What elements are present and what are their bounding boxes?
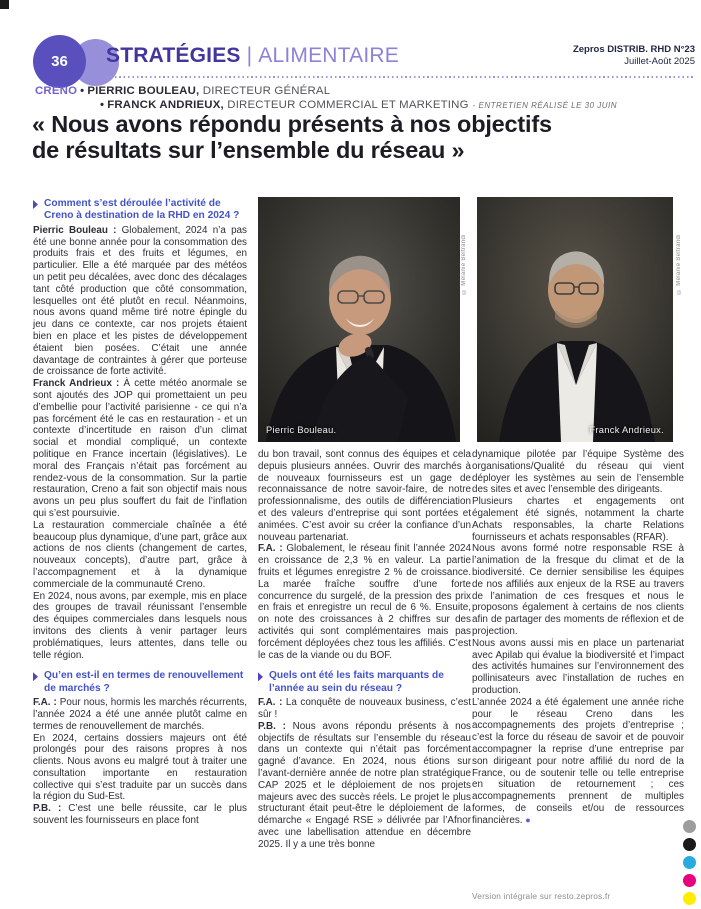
article-paragraph	[258, 721, 471, 851]
article-column-1	[33, 197, 247, 827]
section-name: STRATÉGIES	[106, 44, 241, 67]
speaker-lead: P.B. :	[258, 720, 286, 732]
speaker-lead: F.A. :	[258, 697, 283, 709]
section-subname: ALIMENTAIRE	[258, 44, 399, 67]
article-paragraph	[258, 697, 471, 721]
article-column-2	[258, 449, 471, 851]
registration-dot-gray	[683, 820, 696, 833]
article-paragraph	[258, 543, 471, 661]
article-paragraph	[33, 697, 247, 732]
paragraph-text: dynamique pilotée par l’équipe Système des organisations/Qualité du réseau qui vient déployer les systèmes au sein de l’ensemble des sites et avec l’ensemble des dirigeants.	[472, 449, 684, 496]
interview-question	[33, 670, 247, 695]
photo-credit: © Mélanie Beltrandi	[461, 234, 467, 294]
brand-name: CRENO	[35, 85, 78, 97]
question-bullet-icon	[258, 672, 263, 681]
print-registration-marks	[683, 820, 697, 909]
photo-caption: Franck Andrieux.	[589, 425, 664, 435]
photo-caption: Pierric Bouleau.	[266, 425, 337, 435]
registration-dot-magenta	[683, 874, 696, 887]
article-paragraph	[33, 520, 247, 591]
paragraph-text: En 2024, nous avons, par exemple, mis en place des groupes de travail réunissant l’ensemble des équipes commerciales dans lesquels nous invitons des clients à venir partager leurs problématiques, leurs attentes, dans telle ou telle région.	[33, 590, 247, 661]
interview-question	[33, 198, 247, 223]
interview-question	[258, 670, 471, 695]
paragraph-text: La restauration commerciale chaînée a été beaucoup plus dynamique, d’une part, grâce aux actions de nos clients (changement de cartes, nouveaux concepts), d’autre part, grâce à l’accompagnement et à la dynamique commerciale de la communauté Creno.	[33, 519, 247, 590]
article-paragraph	[33, 803, 247, 827]
paragraph-text: La conquête de nouveaux business, c’est sûr !	[258, 697, 471, 720]
paragraph-text: C’est une belle réussite, car le plus souvent les fournisseurs en place font	[33, 803, 247, 827]
registration-dot-black	[683, 838, 696, 851]
issue-date: Juillet-Août 2025	[624, 55, 695, 67]
headline-line-1: « Nous avons répondu présents à nos objectifs	[32, 111, 552, 137]
photo-credit: © Mélanie Beltrandi	[676, 234, 682, 294]
speaker-lead: F.A. :	[258, 543, 283, 555]
paragraph-text: Nous avons aussi mis en place un partenariat avec Apilab qui évalue la biodiversité et l’impact des activités humaines sur l’environnement des pollinisateurs avec l’installation de ruches en production.	[472, 637, 684, 696]
byline	[35, 85, 617, 113]
person2-name: FRANCK ANDRIEUX,	[107, 98, 224, 111]
person1-role: DIRECTEUR GÉNÉRAL	[202, 85, 331, 97]
portrait-illustration	[477, 197, 673, 442]
question-text: Comment s’est déroulée l’activité de Creno à destination de la RHD en 2024 ?	[44, 198, 240, 222]
question-bullet-icon	[33, 200, 38, 209]
paragraph-text: Nous avons formé notre responsable RSE à l’animation de la fresque du climat et de la biodiversité. Ce dernier sensibilise les équipes de nos affiliés aux enjeux de la RSE au travers de l’animation de ces fresques et nous le proposons également à certains de nos clients afin de partager des moments de réflexion et de projection.	[472, 543, 684, 637]
paragraph-text: Pour nous, hormis les marchés récurrents, l’année 2024 a été une année plutôt calme en termes de renouvellement de marchés.	[33, 697, 247, 732]
dotted-rule	[106, 76, 695, 78]
paragraph-text: En 2024, certains dossiers majeurs ont été prolongés pour des raisons propres à nos clients. Nous avons eu malgré tout à traiter une consultation importante en restauration collective qui s’est traduite par un succès dans la région du Sud-Est.	[33, 732, 247, 803]
portrait-photo-pierric-bouleau	[258, 197, 460, 442]
person2-role: DIRECTEUR COMMERCIAL ET MARKETING	[227, 98, 469, 111]
paragraph-text: Globalement, 2024 n’a pas été une bonne année pour la consommation des produits frais et des fruits et légumes, en particulier. Elle a été marquée par des météos un petit peu décalées, avec donc des décalages tant côté production que côté consommation, lesquelles ont été plutôt en recul. Néanmoins, nous avons quand même tiré notre épingle du jeu dans ce contexte, car nos projets étaient bien en place et les pistes de développement étaient bien posées. C’était une année davantage de contraintes à gérer que porteuse de croissance de forte activité.	[33, 224, 247, 378]
article-headline	[32, 111, 552, 163]
headline-line-2: de résultats sur l’ensemble du réseau »	[32, 137, 465, 163]
paragraph-text: Nous avons répondu présents à nos objectifs de résultats sur l’ensemble du réseau dans un contexte qui n’était pas forcément gagné d’avance. En 2024, nous étions sur l’avant-dernière année de notre plan stratégique CAP 2025 et le déploiement de nos projets majeurs avec des succès réels. Le projet le plus structurant était peut-être le déploiement de la démarche « Engagé RSE » délivrée par l’Afnor avec une labellisation attendue en décembre 2025. Il y a une très bonne	[258, 720, 471, 850]
issue-info	[573, 44, 695, 67]
paragraph-text: Plusieurs chartes et engagements ont également été signés, notamment la charte Achats responsables, la charte Relations fournisseurs et achats responsables (RFAR).	[472, 496, 684, 543]
registration-dot-cyan	[683, 856, 696, 869]
article-paragraph	[33, 733, 247, 804]
article-paragraph	[33, 225, 247, 378]
portrait-illustration	[258, 197, 460, 442]
section-title	[106, 44, 399, 68]
article-paragraph	[472, 638, 684, 697]
interview-note: - ENTRETIEN RÉALISÉ LE 30 JUIN	[472, 100, 618, 110]
byline-row-1	[35, 85, 617, 99]
article-paragraph	[33, 591, 247, 662]
speaker-lead: F.A. :	[33, 697, 57, 709]
article-end-mark: ●	[525, 814, 531, 825]
article-column-3	[472, 449, 684, 827]
speaker-lead: Pierric Bouleau :	[33, 224, 117, 236]
article-paragraph	[33, 378, 247, 520]
person1-name: PIERRIC BOULEAU,	[87, 85, 200, 97]
print-corner-mark	[0, 0, 9, 9]
article-paragraph	[472, 697, 684, 827]
issue-title: Zepros DISTRIB. RHD N°23	[572, 44, 695, 55]
question-text: Quels ont été les faits marquants de l’année au sein du réseau ?	[269, 670, 444, 694]
version-note: Version intégrale sur resto.zepros.fr	[472, 891, 611, 901]
article-paragraph	[258, 449, 471, 543]
paragraph-text: À cette météo anormale se sont ajoutés des JOP qui promettaient un peu d’embellie pour l’activité parisienne - ce qui n’a pas forcément été le cas en restauration - et un contexte d’incertitude en raison d’un climat social et mondial compliqué, un contexte politique en France incertain (législatives). Le moral des Français n’était pas forcément au rendez-vous de la consommation. Sur la partie restauration, Creno a fait son objectif mais nous avons un peu plus souffert du fait de l’inflation qui s’est poursuivie.	[33, 378, 248, 519]
registration-dot-yellow	[683, 892, 696, 905]
badge-front-circle	[33, 35, 86, 88]
byline-bullet: •	[100, 98, 105, 111]
portrait-photo-franck-andrieux	[477, 197, 673, 442]
question-bullet-icon	[33, 672, 38, 681]
speaker-lead: P.B. :	[33, 803, 62, 815]
article-paragraph	[472, 496, 684, 543]
byline-bullet: •	[80, 85, 85, 97]
section-divider: |	[246, 44, 253, 67]
paragraph-text: du bon travail, sont connus des équipes et cela depuis plusieurs années. Ouvrir des marchés à de nouveaux fournisseurs est un gage de reconnaissance de notre savoir-faire, de notre professionnalisme, des outils de différenciation et des valeurs d’entreprise qui sont portées et animées. C’est avoir su créer la confiance d’un nouveau partenariat.	[258, 449, 471, 543]
paragraph-text: L’année 2024 a été également une année riche pour le réseau Creno dans les accompagnements des projets d’entreprise ; c’est la force du réseau de savoir et de pouvoir accompagner la reprise d’une entreprise par son dirigeant pour notre affilié du nord de la France, ou de soutenir telle ou telle entreprise en situation de retournement ; ces accompagnements prennent de multiples formes, de conseils et/ou de ressources financières.	[472, 696, 684, 826]
paragraph-text: Globalement, le réseau finit l’année 2024 en croissance de 2,3 % en valeur. La partie fruits et légumes enregistre 2 % de croissance. La marée fraîche souffre d’une forte concurrence du surgelé, de la pression des prix en frais et enregistre un recul de 6 %. Ensuite, on note des croissances à 2 chiffres sur des activités qui sont complémentaires mais pas forcément déployées chez tous les affiliés. C’est le cas de la viande ou du BOF.	[258, 543, 471, 661]
article-paragraph	[472, 543, 684, 637]
page-number: 36	[51, 53, 68, 70]
question-text: Qu’en est-il en termes de renouvellement de marchés ?	[44, 670, 244, 694]
speaker-lead: Franck Andrieux :	[33, 378, 120, 390]
article-paragraph	[472, 449, 684, 496]
